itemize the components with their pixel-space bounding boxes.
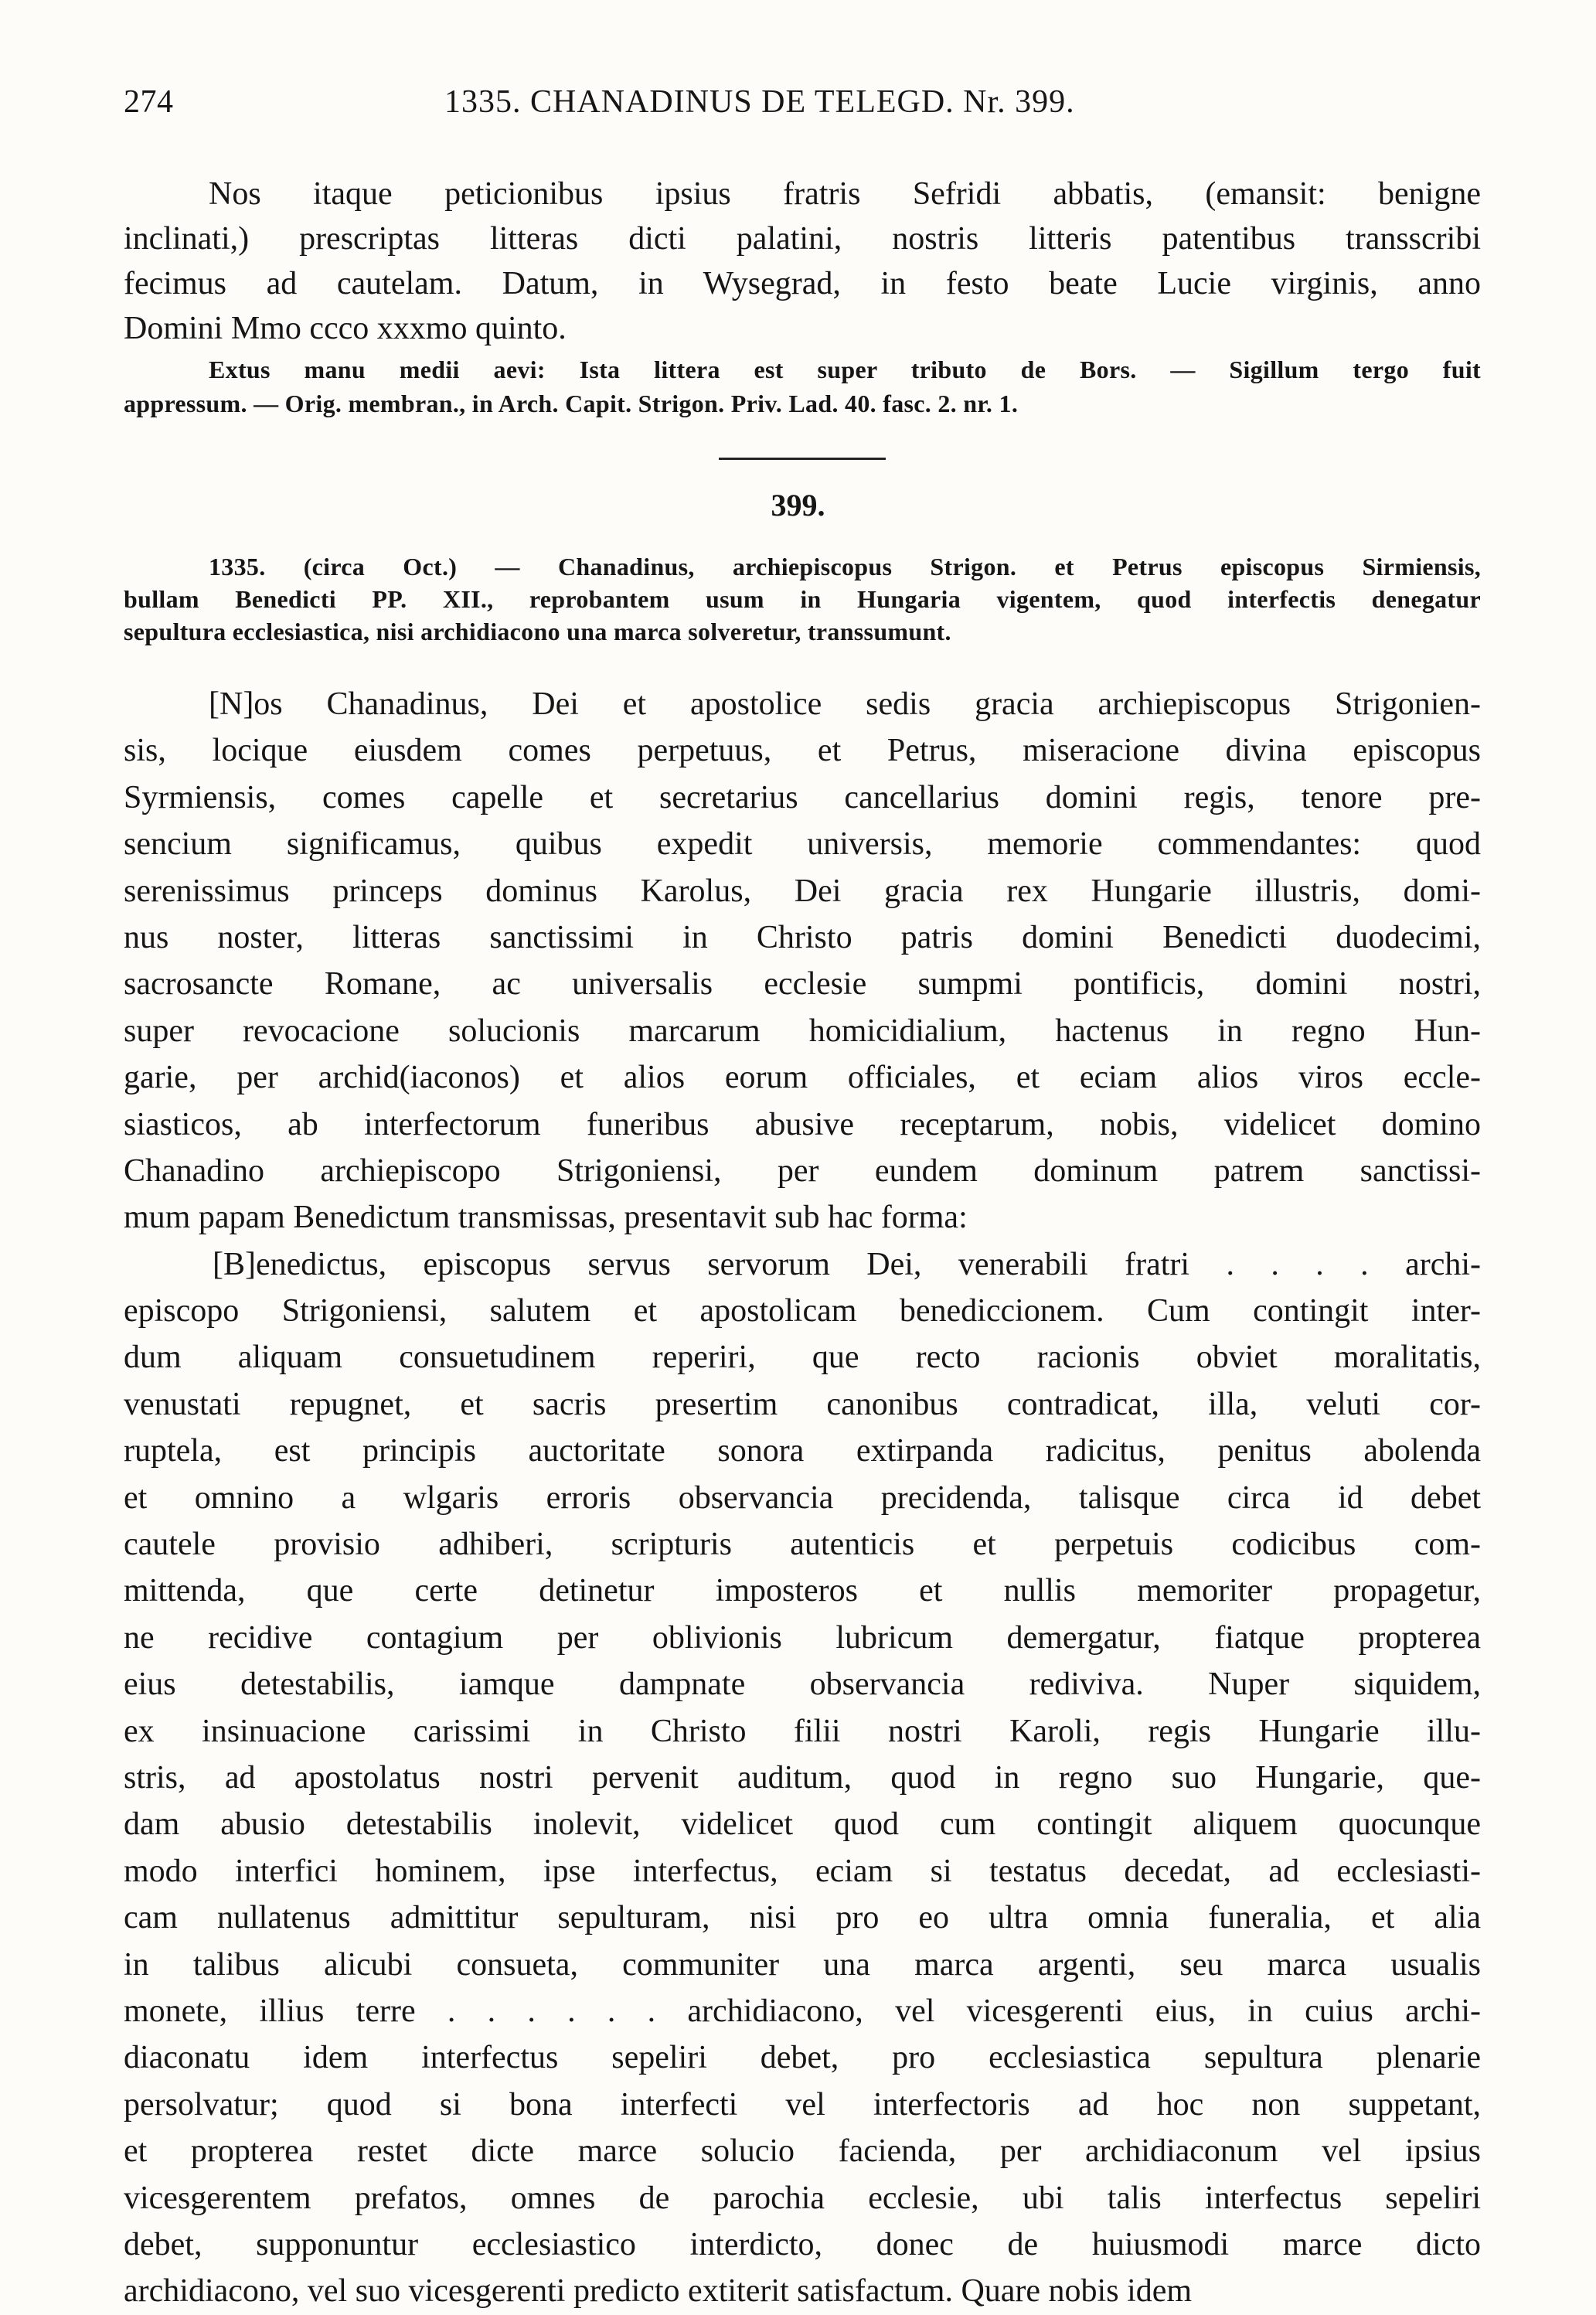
body-line: archidiacono, vel suo vicesgerenti predicto extiterit satisfactum. Quare nobis idem (124, 2273, 1193, 2310)
body-line: eius detestabilis, iamque dampnate observancia rediviva. Nuper siquidem, (124, 1666, 1481, 1703)
regest-summary (124, 550, 1481, 648)
body-line: monete, illius terre . . . . . . archidiacono, vel vicesgerenti eius, in cuius archi- (124, 1993, 1481, 2029)
body-line: mittenda, que certe detinetur imposteros et nullis memoriter propagetur, (124, 1573, 1481, 1609)
body-line: vicesgerentem prefatos, omnes de parochia ecclesie, ubi talis interfectus sepeliri (124, 2180, 1481, 2216)
body-line: Chanadino archiepiscopo Strigoniensi, per eundem dominum patrem sanctissi- (124, 1152, 1481, 1189)
body-line: [N]os Chanadinus, Dei et apostolice sedis gracia archiepiscopus Strigonien- (209, 686, 1481, 722)
archival-note (124, 352, 1481, 420)
body-line: super revocacione solucionis marcarum homicidialium, hactenus in regno Hun- (124, 1013, 1481, 1049)
body-line: siasticos, ab interfectorum funeribus abusive receptarum, nobis, videlicet domino (124, 1106, 1481, 1142)
body-line: debet, supponuntur ecclesiastico interdicto, donec de huiusmodi marce dicto (124, 2226, 1481, 2262)
text-line: Nos itaque peticionibus ipsius fratris Sefridi abbatis, (emansit: benigne (209, 176, 1481, 212)
body-line: episcopo Strigoniensi, salutem et apostolicam benediccionem. Cum contingit inter- (124, 1293, 1481, 1329)
body-line: venustati repugnet, et sacris presertim canonibus contradicat, illa, veluti cor- (124, 1386, 1481, 1422)
text-line: fecimus ad cautelam. Datum, in Wysegrad, in festo beate Lucie virginis, anno (124, 266, 1481, 301)
page-number: 274 (124, 84, 174, 120)
body-line: sencium significamus, quibus expedit universis, memorie commendantes: quod (124, 826, 1481, 863)
running-title: 1335. CHANADINUS DE TELEGD. Nr. 399. (444, 84, 1075, 120)
body-line: mum papam Benedictum transmissas, presentavit sub hac forma: (124, 1200, 968, 1236)
note-line: appressum. — Orig. membran., in Arch. Capit. Strigon. Priv. Lad. 40. fasc. 2. nr. 1. (124, 390, 1019, 417)
body-line: stris, ad apostolatus nostri pervenit auditum, quod in regno suo Hungarie, que- (124, 1759, 1481, 1796)
body-line: sacrosancte Romane, ac universalis ecclesie sumpmi pontificis, domini nostri, (124, 966, 1481, 1003)
body-line: persolvatur; quod si bona interfecti vel interfectoris ad hoc non suppetant, (124, 2086, 1481, 2123)
body-line: modo interfici hominem, ipse interfectus, eciam si testatus decedat, ad ecclesiasti- (124, 1853, 1481, 1889)
text-line: Domini Mmo ccco xxxmo quinto. (124, 311, 567, 346)
intro-paragraph (124, 172, 1481, 351)
body-line: cam nullatenus admittitur sepulturam, nisi pro eo ultra omnia funeralia, et alia (124, 1900, 1481, 1936)
regest-line: bullam Benedicti PP. XII., reprobantem usum in Hungaria vigentem, quod interfectis denegatur (124, 585, 1481, 613)
body-line: [B]enedictus, episcopus servus servorum Dei, venerabili fratri . . . . archi- (213, 1246, 1481, 1282)
page-header (124, 83, 1499, 124)
note-line: Extus manu medii aevi: Ista littera est super tributo de Bors. — Sigillum tergo fuit (209, 356, 1481, 383)
body-line: et omnino a wlgaris erroris observancia precidenda, talisque circa id debet (124, 1479, 1481, 1516)
body-line: nus noster, litteras sanctissimi in Christo patris domini Benedicti duodecimi, (124, 919, 1481, 955)
body-line: serenissimus princeps dominus Karolus, Dei gracia rex Hungarie illustris, domi- (124, 873, 1481, 909)
body-line: garie, per archid(iaconos) et alios eorum officiales, et eciam alios viros eccle- (124, 1060, 1481, 1096)
body-line: ruptela, est principis auctoritate sonora extirpanda radicitus, penitus abolenda (124, 1433, 1481, 1469)
regest-line: 1335. (circa Oct.) — Chanadinus, archiepiscopus Strigon. et Petrus episcopus Sirmiensis, (209, 553, 1481, 580)
body-line: dum aliquam consuetudinem reperiri, que recto racionis obviet moralitatis, (124, 1340, 1481, 1376)
body-line: et propterea restet dicte marce solucio facienda, per archidiaconum vel ipsius (124, 2133, 1481, 2170)
section-divider (719, 458, 886, 460)
body-line: ex insinuacione carissimi in Christo filii nostri Karoli, regis Hungarie illu- (124, 1713, 1481, 1749)
body-line: dam abusio detestabilis inolevit, videlicet quod cum contingit aliquem quocunque (124, 1806, 1481, 1843)
document-body (124, 681, 1481, 2315)
text-line: inclinati,) prescriptas litteras dicti palatini, nostris litteris patentibus transscribi (124, 221, 1481, 257)
body-line: ne recidive contagium per oblivionis lubricum demergatur, fiatque propterea (124, 1619, 1481, 1656)
body-line: Syrmiensis, comes capelle et secretarius cancellarius domini regis, tenore pre- (124, 779, 1481, 815)
body-line: sis, locique eiusdem comes perpetuus, et Petrus, miseracione divina episcopus (124, 733, 1481, 769)
document-number: 399. (771, 488, 825, 523)
regest-line: sepultura ecclesiastica, nisi archidiacono una marca solveretur, transsumunt. (124, 618, 951, 645)
body-line: diaconatu idem interfectus sepeliri debet, pro ecclesiastica sepultura plenarie (124, 2040, 1481, 2076)
body-line: cautele provisio adhiberi, scripturis autenticis et perpetuis codicibus com- (124, 1527, 1481, 1563)
body-line: in talibus alicubi consueta, communiter una marca argenti, seu marca usualis (124, 1946, 1481, 1983)
